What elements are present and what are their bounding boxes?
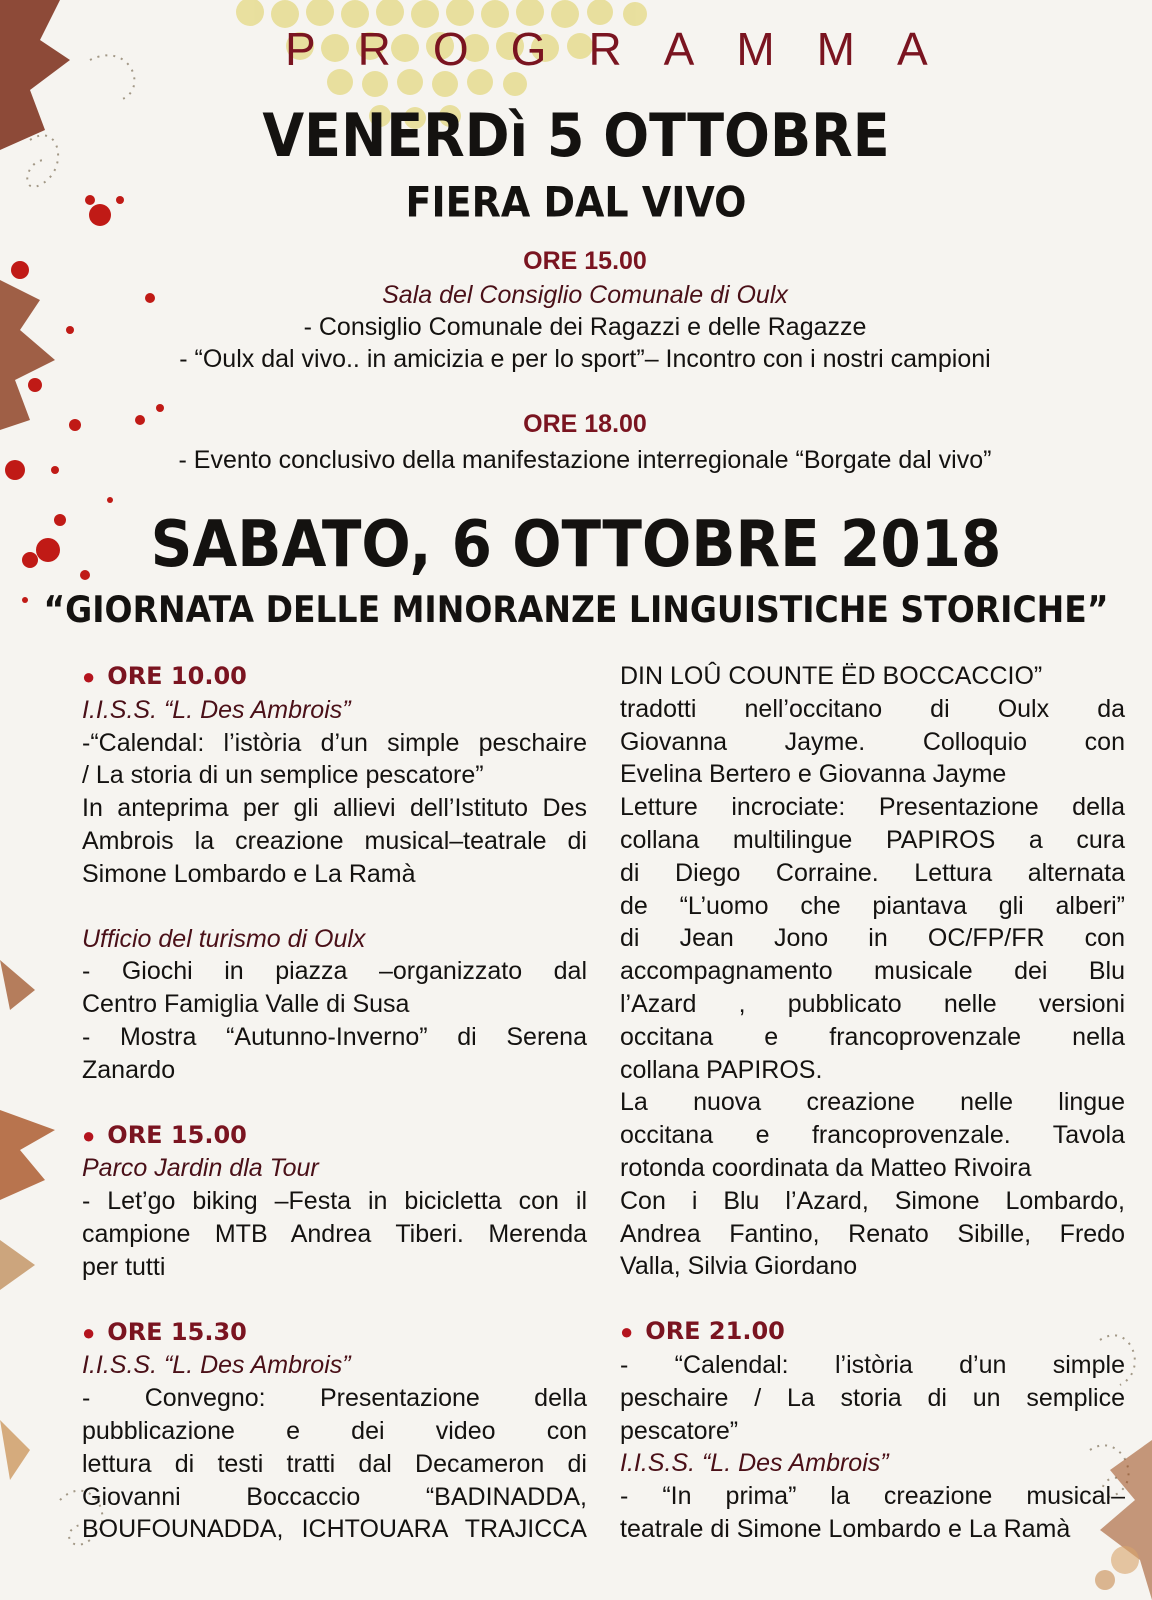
event-text-line: BOUFOUNADDA, ICHTOUARA TRAJICCA — [82, 1515, 587, 1544]
event-text-line: lettura di testi tratti dal Decameron di — [82, 1449, 587, 1478]
event-time: ORE 10.00 — [107, 662, 247, 690]
event-text-line: rotonda coordinata da Matteo Rivoira — [620, 1153, 1032, 1182]
event-place: Parco Jardin dla Tour — [82, 1154, 319, 1183]
event-time-row — [620, 1315, 1125, 1349]
event-text-line: / La storia di un semplice pescatore” — [82, 761, 484, 790]
saturday-subtitle: “GIORNATA DELLE MINORANZE LINGUISTICHE STORICHE” — [43, 588, 1109, 631]
event-place: Ufficio del turismo di Oulx — [82, 924, 366, 953]
event-text-line: collana multilingue PAPIROS a cura — [620, 825, 1125, 854]
event-text-line: - Mostra “Autunno-Inverno” di Serena — [82, 1022, 587, 1051]
event-place: I.I.S.S. “L. Des Ambrois” — [620, 1449, 889, 1478]
event-text-line: l’Azard , pubblicato nelle versioni — [620, 989, 1125, 1018]
event-text-line: Giovanni Boccaccio “BADINADDA, — [82, 1482, 587, 1511]
saturday-date-title: SABATO, 6 OTTOBRE 2018 — [150, 506, 1002, 582]
event-text-line: - Let’go biking –Festa in bicicletta con il — [82, 1187, 587, 1216]
event-text-line: pescatore” — [620, 1416, 739, 1445]
event-text-line: - “In prima” la creazione musical– — [620, 1482, 1125, 1511]
bullet-dot-icon: ● — [620, 1319, 634, 1345]
friday-event-2-line: - Evento conclusivo della manifestazione interregionale “Borgate dal vivo” — [178, 446, 992, 474]
event-time: ORE 15.30 — [107, 1317, 247, 1346]
event-text-line: Simone Lombardo e La Ramà — [82, 859, 416, 888]
event-text-line: di Jean Jono in OC/FP/FR con — [620, 924, 1125, 953]
event-text-line: campione MTB Andrea Tiberi. Merenda — [82, 1219, 587, 1248]
bullet-dot-icon: ● — [82, 1319, 96, 1345]
event-text-line: teatrale di Simone Lombardo e La Ramà — [620, 1514, 1071, 1543]
friday-event-1-time: ORE 15.00 — [523, 247, 647, 275]
bullet-dot-icon: ● — [82, 1122, 96, 1148]
event-time-row — [82, 1316, 587, 1350]
event-text-line: Zanardo — [82, 1055, 176, 1084]
event-text-line: Letture incrociate: Presentazione della — [620, 793, 1125, 822]
event-text-line: - “Calendal: l’istòria d’un simple — [620, 1350, 1125, 1379]
event-text-line: occitana e francoprovenzale. Tavola — [620, 1121, 1125, 1150]
event-text-line: Giovanna Jayme. Colloquio con — [620, 727, 1125, 756]
event-text-line: tradotti nell’occitano di Oulx da — [620, 694, 1125, 723]
friday-event-1-line: - “Oulx dal vivo.. in amicizia e per lo sport”– Incontro con i nostri campioni — [179, 345, 991, 373]
friday-subtitle: FIERA DAL VIVO — [405, 177, 747, 227]
bullet-dot-icon: ● — [82, 664, 96, 689]
event-place: I.I.S.S. “L. Des Ambrois” — [82, 695, 351, 724]
event-time-row — [82, 660, 587, 694]
event-text-line: peschaire / La storia di un semplice — [620, 1383, 1125, 1412]
event-text-line: Con i Blu l’Azard, Simone Lombardo, — [620, 1186, 1125, 1215]
saturday-right-column — [620, 660, 1125, 1546]
event-text-line: per tutti — [82, 1252, 166, 1281]
event-text-line: Ambrois la creazione musical–teatrale di — [82, 826, 587, 855]
event-text-line: - Convegno: Presentazione della — [82, 1384, 587, 1413]
event-text-line: La nuova creazione nelle lingue — [620, 1088, 1125, 1117]
event-text-line: pubblicazione e dei video con — [82, 1416, 587, 1445]
event-text-line: - Giochi in piazza –organizzato dal — [82, 957, 587, 986]
event-text-line: Evelina Bertero e Giovanna Jayme — [620, 760, 1007, 789]
event-time-row — [82, 1119, 587, 1153]
event-text-line: In anteprima per gli allievi dell’Istituto Des — [82, 794, 587, 823]
event-text-line: di Diego Corraine. Lettura alternata — [620, 858, 1125, 887]
friday-date-title: VENERDì 5 OTTOBRE — [262, 100, 890, 171]
program-header: PROGRAMMA — [285, 23, 970, 75]
event-text-line: DIN LOÛ COUNTE ËD BOCCACCIO” — [620, 662, 1043, 690]
friday-event-2-time: ORE 18.00 — [523, 410, 647, 438]
event-text-line: Valla, Silvia Giordano — [620, 1252, 858, 1281]
event-text-line: collana PAPIROS. — [620, 1055, 823, 1084]
friday-event-1-place: Sala del Consiglio Comunale di Oulx — [382, 281, 788, 309]
saturday-left-column — [82, 660, 587, 1546]
friday-event-1-line: - Consiglio Comunale dei Ragazzi e delle Ragazze — [303, 313, 867, 341]
event-time: ORE 21.00 — [645, 1317, 785, 1346]
event-text-line: occitana e francoprovenzale nella — [620, 1022, 1125, 1051]
event-time: ORE 15.00 — [107, 1120, 247, 1149]
event-text-line: Centro Famiglia Valle di Susa — [82, 990, 410, 1019]
event-place: I.I.S.S. “L. Des Ambrois” — [82, 1351, 351, 1380]
event-text-line: Andrea Fantino, Renato Sibille, Fredo — [620, 1219, 1125, 1248]
event-text-line: -“Calendal: l’istòria d’un simple peschaire — [82, 728, 587, 757]
event-text-line: accompagnamento musicale dei Blu — [620, 957, 1125, 986]
event-text-line: de “L’uomo che piantava gli alberi” — [620, 891, 1125, 920]
